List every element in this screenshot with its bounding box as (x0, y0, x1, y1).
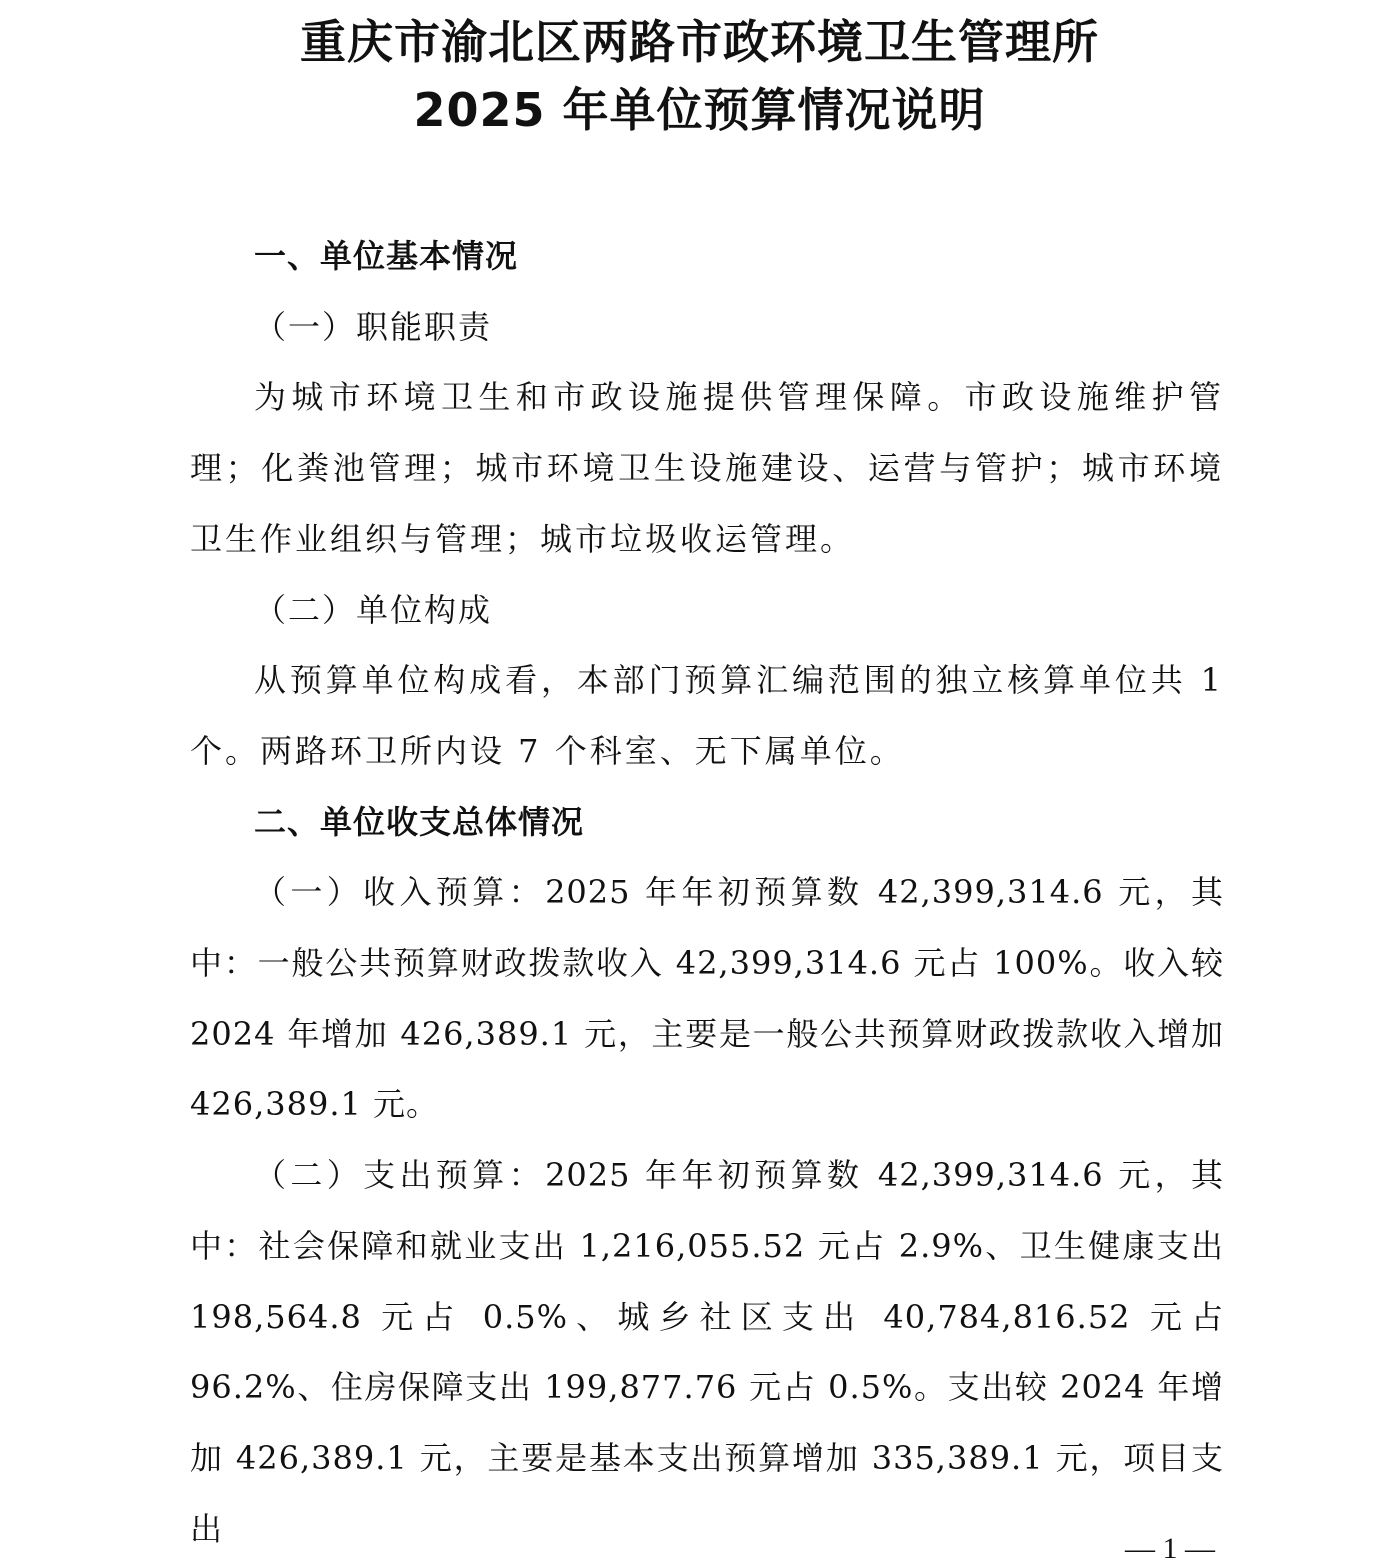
section-heading-basic-info: 一、单位基本情况 (254, 237, 519, 275)
document-body (190, 221, 1224, 1564)
page-number: — 1 — (1125, 1532, 1215, 1565)
paragraph-functions: 为城市环境卫生和市政设施提供管理保障。市政设施维护管理；化粪池管理；城市环境卫生设施建设、运营与管护；城市环境卫生作业组织与管理；城市垃圾收运管理。 (190, 378, 1224, 558)
paragraph-income-budget: （一）收入预算：2025 年年初预算数 42,399,314.6 元，其中：一般公共预算财政拨款收入 42,399,314.6 元占 100%。收入较 2024 年增加 426,389.1 元，主要是一般公共预算财政拨款收入增加 426,389.1 元。 (190, 873, 1224, 1124)
paragraph-composition: 从预算单位构成看，本部门预算汇编范围的独立核算单位共 1 个。两路环卫所内设 7 个科室、无下属单位。 (190, 661, 1224, 770)
section-heading-budget-overview: 二、单位收支总体情况 (254, 802, 585, 841)
subsection-heading-composition: （二）单位构成 (254, 590, 493, 629)
paragraph-expenditure-budget: （二）支出预算：2025 年年初预算数 42,399,314.6 元，其中：社会保障和就业支出 1,216,055.52 元占 2.9%、卫生健康支出 198,564.8 元占 0.5%、城乡社区支出 40,784,816.52 元占 96.2%、住房保障支出 199,877.76 元占 0.5%。支出较 2024 年增加 426,389.1 元，主要是基本支出预算增加 335,389.1 元，项目支出 (190, 1156, 1224, 1548)
document-title-line-1: 重庆市渝北区两路市政环境卫生管理所 (300, 15, 1099, 69)
subsection-heading-functions: （一）职能职责 (254, 307, 493, 346)
document-title-line-2: 2025 年单位预算情况说明 (413, 83, 986, 137)
